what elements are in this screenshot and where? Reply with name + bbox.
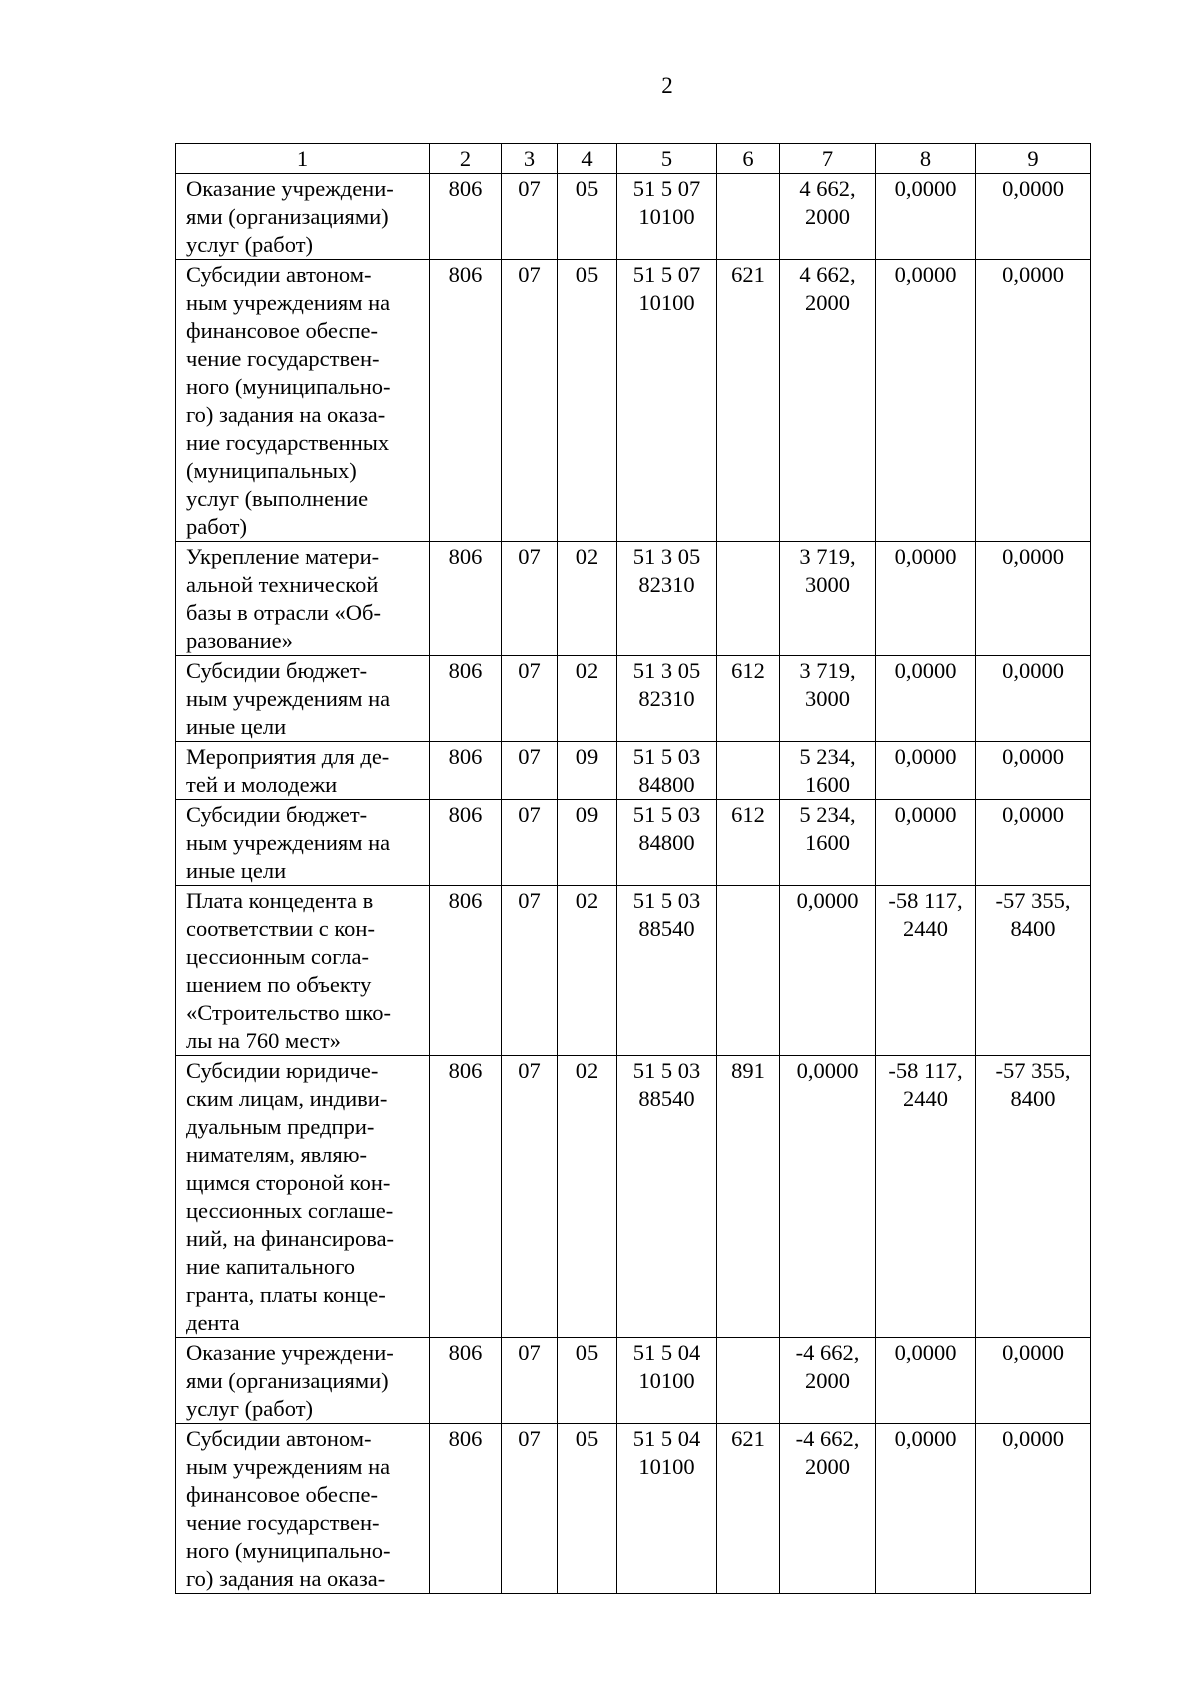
description-cell [176,260,430,542]
amount-year3-cell [976,1056,1091,1338]
section-cell [502,656,558,742]
cell-line: 2440 [903,1086,948,1111]
amount-year2-cell [876,174,976,260]
target-article-cell [617,886,717,1056]
section-cell [502,1338,558,1424]
description-cell [176,886,430,1056]
cell-line: 0,0000 [1002,1426,1064,1451]
amount-year2-cell [876,260,976,542]
amount-year2-cell [876,886,976,1056]
cell-line: 82310 [638,686,695,711]
cell-line: 2440 [903,916,948,941]
page-number: 2 [661,73,673,98]
cell-line: дуальным предпри- [186,1114,375,1139]
cell-line: 82310 [638,572,695,597]
cell-line: цессионных соглаше- [186,1198,394,1223]
cell-line: 0,0000 [894,1426,957,1451]
cell-line: иные цели [186,714,287,739]
cell-line: Мероприятия для де- [186,744,390,769]
section-cell [502,742,558,800]
cell-value: 07 [518,888,541,913]
target-article-cell [617,542,717,656]
cell-value: 02 [575,888,599,913]
subsection-cell [558,174,617,260]
cell-line: дента [186,1310,240,1335]
cell-line: 1600 [805,830,850,855]
ministry-code-cell [430,742,502,800]
cell-line: Субсидии бюджет- [186,802,368,827]
cell-value: 05 [575,176,599,201]
cell-line: услуг (выполнение [186,486,369,511]
cell-line: -4 662, [795,1340,860,1365]
header-cell: 3 [502,144,558,174]
header-cell: 8 [876,144,976,174]
cell-line: Субсидии бюджет- [186,658,368,683]
cell-line: «Строительство шко- [186,1000,391,1025]
cell-line: 0,0000 [894,658,957,683]
ministry-code-cell [430,542,502,656]
subsection-cell [558,742,617,800]
cell-line: Оказание учреждени- [186,1340,394,1365]
target-article-cell [617,656,717,742]
section-cell [502,174,558,260]
cell-line: 84800 [638,772,695,797]
cell-line: чение государствен- [186,346,380,371]
section-cell [502,1056,558,1338]
cell-line: 51 5 07 [632,176,701,201]
expense-type-cell [717,742,780,800]
cell-line: 51 5 03 [632,888,701,913]
expense-type-cell [717,886,780,1056]
cell-line: 0,0000 [1002,1340,1064,1365]
target-article-cell [617,742,717,800]
expense-type-cell [717,174,780,260]
cell-value: 09 [575,744,599,769]
amount-year1-cell [780,174,876,260]
amount-year1-cell [780,800,876,886]
cell-line: альной технической [186,572,379,597]
expense-type-cell [717,1056,780,1338]
cell-value: 05 [575,1340,599,1365]
cell-line: 5 234, [799,744,856,769]
cell-value: 05 [575,262,599,287]
ministry-code-cell [430,886,502,1056]
cell-line: 51 5 04 [632,1340,701,1365]
cell-line: щимся стороной кон- [186,1170,391,1195]
cell-line: ным учреждениям на [186,290,391,315]
table-row [176,742,1091,800]
cell-value: 07 [518,1426,541,1451]
cell-line: 10100 [638,290,695,315]
cell-value: 07 [518,262,541,287]
cell-line: го) задания на оказа- [186,402,386,427]
cell-line: финансовое обеспе- [186,1482,378,1507]
table-row [176,174,1091,260]
cell-line: 51 5 07 [632,262,701,287]
cell-line: иные цели [186,858,287,883]
table-body [176,174,1091,1594]
table-row [176,1338,1091,1424]
cell-line: тей и молодежи [186,772,338,797]
ministry-code-cell [430,1338,502,1424]
amount-year1-cell [780,742,876,800]
subsection-cell [558,800,617,886]
table-header-row [176,144,1091,174]
section-cell [502,800,558,886]
amount-year1-cell [780,656,876,742]
cell-line: 0,0000 [1002,744,1064,769]
cell-value: 621 [731,1426,765,1451]
cell-line: ями (организациями) [186,1368,389,1393]
cell-value: 07 [518,176,541,201]
cell-value: 806 [448,1058,483,1083]
cell-line: 10100 [638,1454,695,1479]
cell-value: 806 [448,658,483,683]
cell-line: 10100 [638,1368,695,1393]
ministry-code-cell [430,260,502,542]
cell-line: ным учреждениям на [186,1454,391,1479]
cell-line: Субсидии юридиче- [186,1058,379,1083]
cell-value: 02 [575,544,599,569]
cell-line: 3 719, [799,658,856,683]
cell-value: 806 [448,262,483,287]
amount-year2-cell [876,800,976,886]
expense-type-cell [717,1338,780,1424]
header-cell: 7 [780,144,876,174]
subsection-cell [558,542,617,656]
table-row [176,1056,1091,1338]
header-cell: 9 [976,144,1091,174]
cell-line: 4 662, [799,262,856,287]
amount-year2-cell [876,1424,976,1594]
amount-year3-cell [976,174,1091,260]
cell-line: финансовое обеспе- [186,318,378,343]
amount-year2-cell [876,742,976,800]
description-cell [176,1424,430,1594]
cell-value: 07 [518,544,541,569]
cell-line: 0,0000 [894,544,957,569]
cell-line: -4 662, [795,1426,860,1451]
subsection-cell [558,1056,617,1338]
cell-line: 3 719, [799,544,856,569]
cell-line: -57 355, [995,888,1071,913]
subsection-cell [558,1424,617,1594]
table-row [176,656,1091,742]
cell-value: 07 [518,1340,541,1365]
cell-line: 51 3 05 [632,658,701,683]
cell-value: 891 [731,1058,765,1083]
cell-line: 51 5 03 [632,744,701,769]
cell-line: -58 117, [888,1058,963,1083]
amount-year3-cell [976,742,1091,800]
cell-value: 806 [448,176,483,201]
amount-year1-cell [780,1338,876,1424]
header-cell: 5 [617,144,717,174]
amount-year2-cell [876,656,976,742]
cell-line: чение государствен- [186,1510,380,1535]
subsection-cell [558,656,617,742]
cell-line: 0,0000 [1002,176,1064,201]
section-cell [502,260,558,542]
cell-line: 2000 [805,290,850,315]
cell-line: 0,0000 [894,744,957,769]
header-cell: 1 [176,144,430,174]
cell-line: 88540 [638,916,695,941]
section-cell [502,886,558,1056]
cell-line: разование» [186,628,293,653]
cell-value: 02 [575,1058,599,1083]
cell-line: шением по объекту [186,972,372,997]
cell-line: -58 117, [888,888,963,913]
cell-line: Субсидии автоном- [186,262,372,287]
cell-value: 806 [448,1340,483,1365]
cell-line: Субсидии автоном- [186,1426,372,1451]
table-row [176,542,1091,656]
target-article-cell [617,1056,717,1338]
ministry-code-cell [430,174,502,260]
cell-line: Плата концедента в [186,888,374,913]
cell-value: 806 [448,744,483,769]
cell-line: 1600 [805,772,850,797]
cell-line: гранта, платы конце- [186,1282,386,1307]
cell-value: 05 [575,1426,599,1451]
cell-line: 0,0000 [1002,658,1064,683]
cell-line: 0,0000 [796,1058,859,1083]
expense-type-cell [717,260,780,542]
cell-value: 806 [448,1426,483,1451]
cell-line: базы в отрасли «Об- [186,600,381,625]
cell-line: 5 234, [799,802,856,827]
cell-value: 07 [518,802,541,827]
expense-type-cell [717,542,780,656]
header-cell: 4 [558,144,617,174]
cell-line: услуг (работ) [186,1396,314,1421]
cell-line: 8400 [1010,1086,1056,1111]
cell-line: ским лицам, индиви- [186,1086,388,1111]
header-cell: 6 [717,144,780,174]
description-cell [176,656,430,742]
description-cell [176,1338,430,1424]
cell-line: 0,0000 [796,888,859,913]
cell-line: лы на 760 мест» [186,1028,341,1053]
cell-line: 0,0000 [894,1340,957,1365]
cell-line: ний, на финансирова- [186,1226,395,1251]
cell-value: 07 [518,1058,541,1083]
amount-year3-cell [976,260,1091,542]
table-row [176,800,1091,886]
section-cell [502,1424,558,1594]
cell-line: ние государственных [186,430,390,455]
section-cell [502,542,558,656]
cell-line: ного (муниципально- [186,1538,391,1563]
cell-line: соответствии с кон- [186,916,375,941]
amount-year2-cell [876,1056,976,1338]
cell-line: 51 5 04 [632,1426,701,1451]
cell-line: ным учреждениям на [186,830,391,855]
cell-line: ным учреждениям на [186,686,391,711]
subsection-cell [558,260,617,542]
table-row [176,886,1091,1056]
expense-type-cell [717,656,780,742]
cell-line: Оказание учреждени- [186,176,394,201]
ministry-code-cell [430,800,502,886]
cell-value: 612 [731,658,765,683]
amount-year3-cell [976,1338,1091,1424]
target-article-cell [617,260,717,542]
cell-line: 2000 [805,1454,850,1479]
ministry-code-cell [430,1056,502,1338]
cell-line: го) задания на оказа- [186,1566,386,1591]
amount-year1-cell [780,260,876,542]
cell-line: 51 3 05 [632,544,701,569]
expense-type-cell [717,1424,780,1594]
cell-line: 0,0000 [1002,262,1064,287]
cell-value: 07 [518,744,541,769]
description-cell [176,1056,430,1338]
cell-value: 806 [448,544,483,569]
amount-year3-cell [976,800,1091,886]
cell-line: 4 662, [799,176,856,201]
table-row [176,1424,1091,1594]
description-cell [176,542,430,656]
cell-value: 612 [731,802,765,827]
cell-value: 621 [731,262,765,287]
cell-line: работ) [186,514,247,539]
cell-value: 07 [518,658,541,683]
amount-year2-cell [876,1338,976,1424]
cell-line: 0,0000 [894,262,957,287]
amount-year1-cell [780,1056,876,1338]
cell-line: Укрепление матери- [186,544,380,569]
cell-line: 0,0000 [1002,802,1064,827]
amount-year3-cell [976,542,1091,656]
cell-line: услуг (работ) [186,232,314,257]
amount-year2-cell [876,542,976,656]
cell-line: 0,0000 [1002,544,1064,569]
cell-line: ями (организациями) [186,204,389,229]
cell-line: 0,0000 [894,176,957,201]
description-cell [176,174,430,260]
amount-year1-cell [780,542,876,656]
target-article-cell [617,174,717,260]
amount-year3-cell [976,1424,1091,1594]
target-article-cell [617,1424,717,1594]
cell-line: 10100 [638,204,695,229]
cell-value: 806 [448,888,483,913]
ministry-code-cell [430,1424,502,1594]
cell-line: 3000 [805,686,850,711]
subsection-cell [558,886,617,1056]
cell-line: 8400 [1010,916,1056,941]
cell-value: 806 [448,802,483,827]
cell-line: -57 355, [995,1058,1071,1083]
expense-type-cell [717,800,780,886]
cell-line: 88540 [638,1086,695,1111]
cell-line: 51 5 03 [632,1058,701,1083]
cell-value: 02 [575,658,599,683]
subsection-cell [558,1338,617,1424]
cell-line: цессионным согла- [186,944,369,969]
cell-line: ние капитального [186,1254,356,1279]
description-cell [176,800,430,886]
table-row [176,260,1091,542]
cell-line: 51 5 03 [632,802,701,827]
amount-year3-cell [976,886,1091,1056]
cell-line: 3000 [805,572,850,597]
cell-line: ного (муниципально- [186,374,391,399]
cell-line: нимателям, являю- [186,1142,368,1167]
header-cell: 2 [430,144,502,174]
cell-value: 09 [575,802,599,827]
cell-line: (муниципальных) [186,458,357,483]
amount-year1-cell [780,886,876,1056]
ministry-code-cell [430,656,502,742]
budget-table [175,143,1091,1594]
description-cell [176,742,430,800]
cell-line: 2000 [805,1368,850,1393]
cell-line: 2000 [805,204,850,229]
target-article-cell [617,1338,717,1424]
cell-line: 84800 [638,830,695,855]
cell-line: 0,0000 [894,802,957,827]
target-article-cell [617,800,717,886]
amount-year1-cell [780,1424,876,1594]
amount-year3-cell [976,656,1091,742]
